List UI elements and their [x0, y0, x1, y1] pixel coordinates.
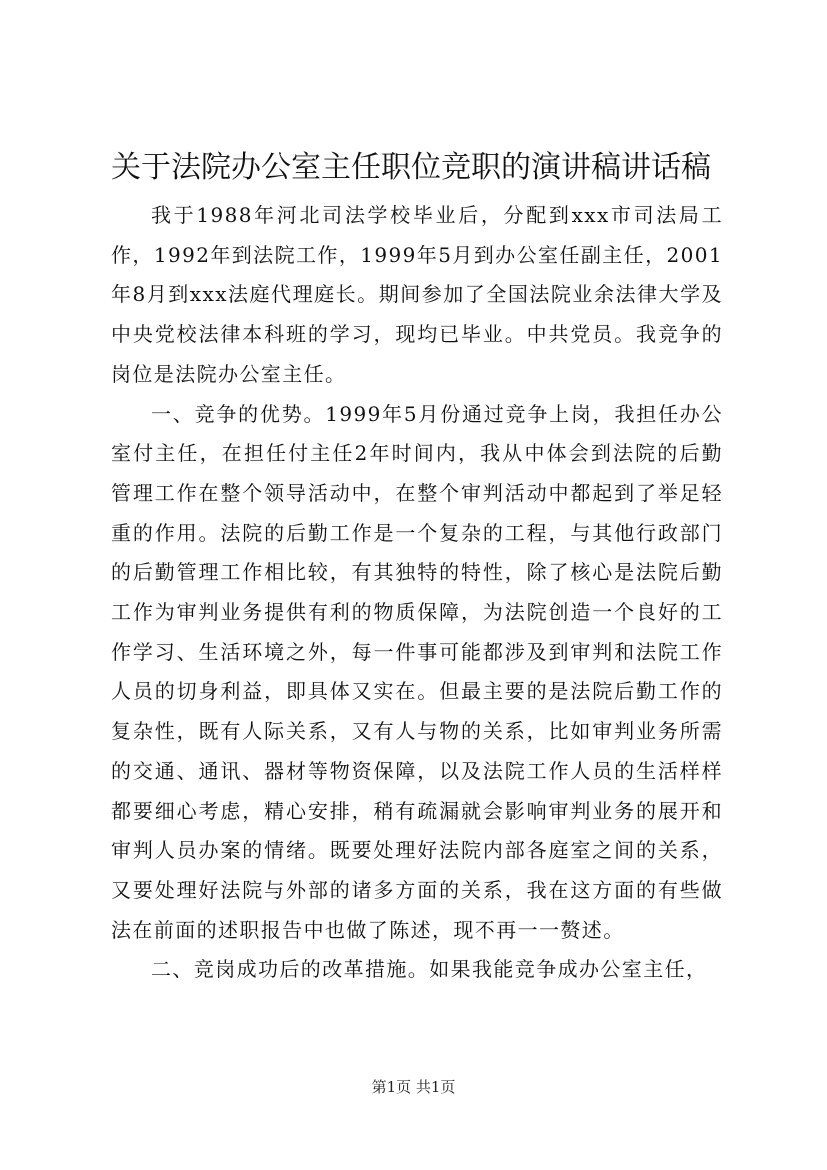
page-footer: 第1页 共1页	[371, 1078, 456, 1096]
paragraph-reform-measures: 二、竞岗成功后的改革措施。如果我能竞争成办公室主任，	[151, 957, 708, 982]
paragraph-intro: 我于1988年河北司法学校毕业后，分配到xxx市司法局工作，1992年到法院工作，1999年5月到办公室任副主任，2001年8月到xxx法庭代理庭长。期间参加了全国法院业余法律大学及中央党校法律本科班的学习，现均已毕业。中共党员。我竞争的岗位是法院办公室主任。	[111, 203, 723, 386]
document-body	[111, 196, 723, 990]
paragraph-advantages: 一、竞争的优势。1999年5月份通过竞争上岗，我担任办公室付主任，在担任付主任2年时间内，我从中体会到法院的后勤管理工作在整个领导活动中，在整个审判活动中都起到了举足轻重的作用。法院的后勤工作是一个复杂的工程，与其他行政部门的后勤管理工作相比较，有其独特的特性，除了核心是法院后勤工作为审判业务提供有利的物质保障，为法院创造一个良好的工作学习、生活环境之外，每一件事可能都涉及到审判和法院工作人员的切身利益，即具体又实在。但最主要的是法院后勤工作的复杂性，既有人际关系，又有人与物的关系，比如审判业务所需的交通、通讯、器材等物资保障，以及法院工作人员的生活样样都要细心考虑，精心安排，稍有疏漏就会影响审判业务的展开和审判人员办案的情绪。既要处理好法院内部各庭室之间的关系，又要处理好法院与外部的诸多方面的关系，我在这方面的有些做法在前面的述职报告中也做了陈述，现不再一一赘述。	[111, 401, 723, 942]
document-title: 关于法院办公室主任职位竞职的演讲稿讲话稿	[111, 150, 711, 185]
